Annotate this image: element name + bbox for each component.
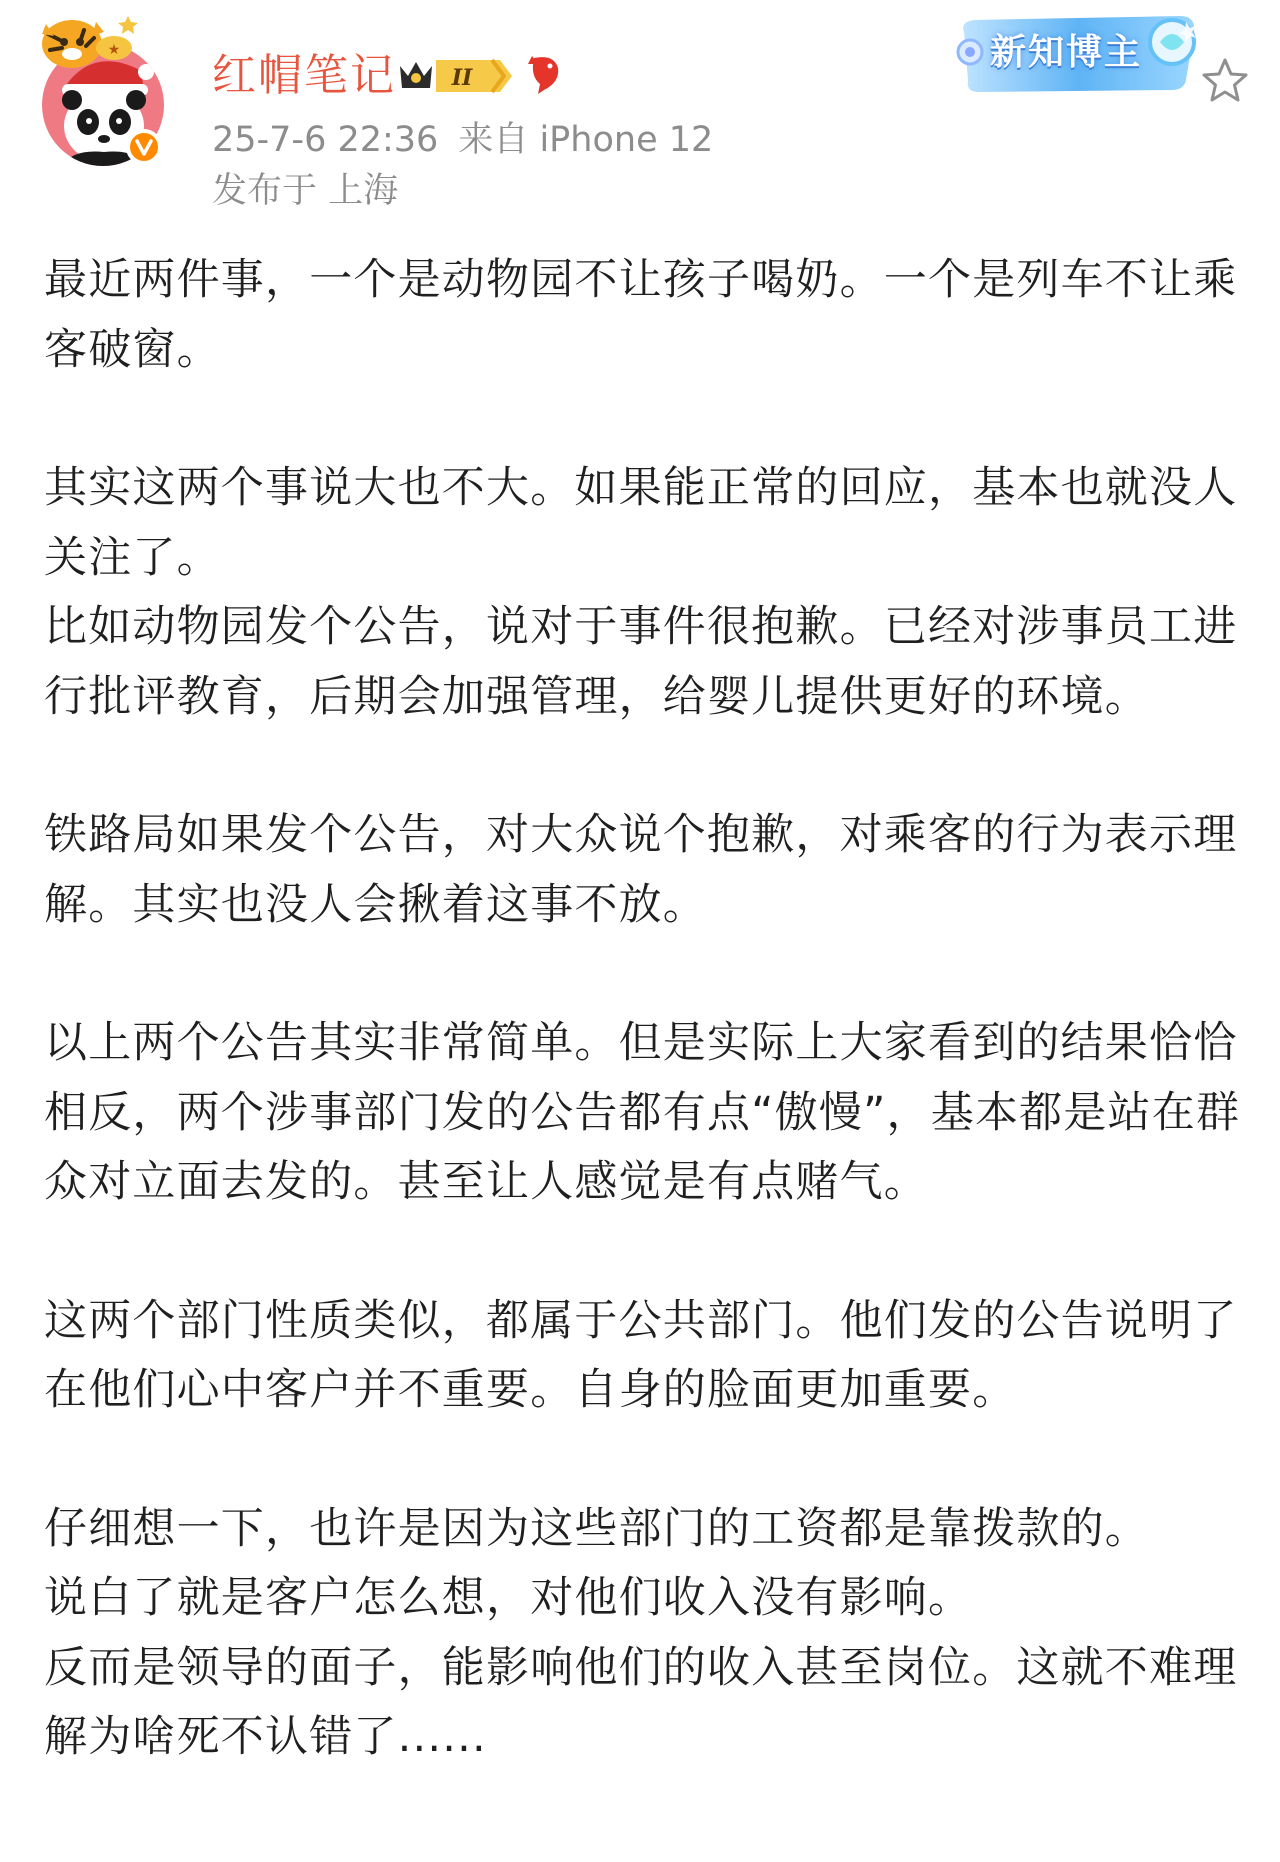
tiger-mascot-icon bbox=[32, 8, 142, 78]
post-paragraph: 以上两个公告其实非常简单。但是实际上大家看到的结果恰恰相反，两个涉事部门发的公告都有点“傲慢”，基本都是站在群众对立面去发的。甚至让人感觉是有点赌气。 bbox=[44, 1018, 1241, 1207]
post-meta bbox=[212, 118, 713, 162]
post-paragraph: 最近两件事，一个是动物园不让孩子喝奶。一个是列车不让乘客破窗。 bbox=[44, 255, 1238, 375]
star-outline-icon[interactable] bbox=[1200, 56, 1250, 106]
post-paragraph: 铁路局如果发个公告，对大众说个抱歉，对乘客的行为表示理解。其实也没人会揪着这事不放。 bbox=[44, 810, 1238, 930]
post-paragraph: 这两个部门性质类似，都属于公共部门。他们发的公告说明了在他们心中客户并不重要。自身的脸面更加重要。 bbox=[44, 1295, 1238, 1415]
level-badge-text: II bbox=[451, 65, 473, 91]
award-banner[interactable] bbox=[950, 8, 1210, 100]
post-timestamp: 25-7-6 22:36 bbox=[212, 120, 439, 160]
username[interactable]: 红帽笔记 bbox=[212, 50, 396, 101]
post-header bbox=[0, 0, 1280, 215]
verified-v-icon bbox=[126, 129, 162, 165]
svg-text:★: ★ bbox=[107, 42, 121, 58]
koi-fish-icon bbox=[524, 52, 564, 96]
post-paragraph: 仔细想一下，也许是因为这些部门的工资都是靠拨款的。 bbox=[44, 1503, 1149, 1554]
post-paragraph: 比如动物园发个公告，说对于事件很抱歉。已经对涉事员工进行批评教育，后期会加强管理，给婴儿提供更好的环境。 bbox=[44, 602, 1238, 722]
post-paragraph: 说白了就是客户怎么想，对他们收入没有影响。 bbox=[44, 1573, 973, 1623]
award-title: 新知博主 bbox=[990, 32, 1143, 73]
crown-level-icon[interactable] bbox=[396, 56, 516, 96]
post-paragraph: 其实这两个事说大也不大。如果能正常的回应，基本也就没人关注了。 bbox=[44, 463, 1238, 583]
avatar[interactable] bbox=[32, 8, 172, 168]
post-location: 发布于 上海 bbox=[212, 171, 399, 211]
post-paragraph: 反而是领导的面子，能影响他们的收入甚至岗位。这就不难理解为啥死不认错了...... bbox=[44, 1642, 1238, 1762]
post-body bbox=[44, 246, 1244, 1773]
post-source: 来自 iPhone 12 bbox=[458, 120, 714, 160]
